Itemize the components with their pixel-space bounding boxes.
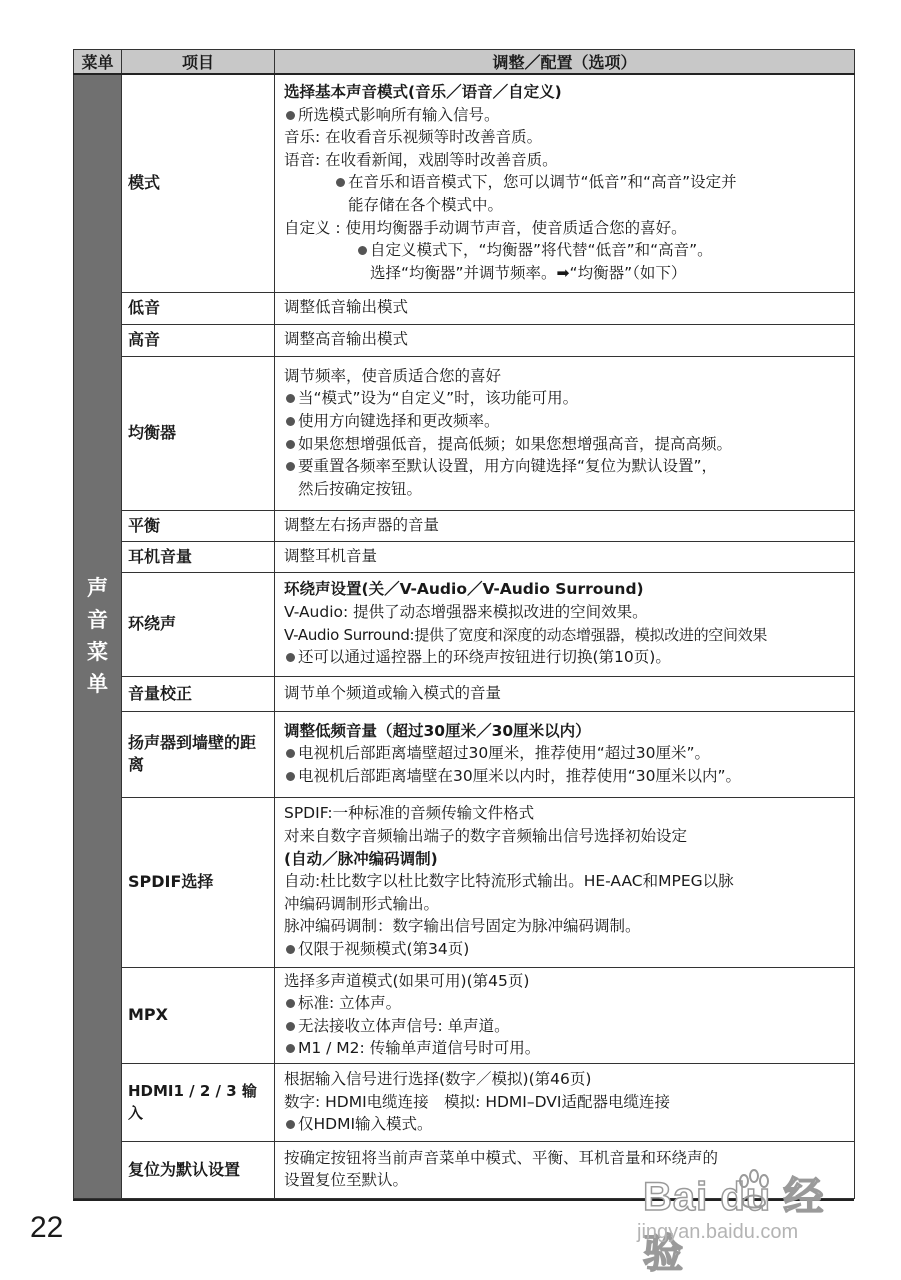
table-row (74, 572, 855, 676)
item-mode: 模式 (122, 74, 275, 292)
table-row (74, 676, 855, 711)
sound-menu-label: 声 音 菜 单 (74, 74, 122, 1198)
desc-treble: 调整高音输出模式 (275, 324, 855, 356)
desc-mpx: 选择多声道模式(如果可用)(第45页) 标准: 立体声。 无法接收立体声信号: 单声道。 M1 / M2: 传输单声道信号时可用。 (275, 967, 855, 1063)
desc-bass: 调整低音输出模式 (275, 292, 855, 324)
header-item: 项目 (122, 50, 275, 75)
table-row (74, 797, 855, 967)
desc-hdmi-input: 根据输入信号进行选择(数字／模拟)(第46页) 数字: HDMI电缆连接 模拟: HDMI–DVI适配器电缆连接 仅HDMI输入模式。 (275, 1063, 855, 1141)
table-row (74, 74, 855, 292)
baidu-watermark (615, 1163, 865, 1276)
table-row (74, 1063, 855, 1141)
table-row (74, 356, 855, 510)
desc-volume-correction: 调节单个频道或输入模式的音量 (275, 676, 855, 711)
desc-speaker-wall-distance: 调整低频音量（超过30厘米／30厘米以内） 电视机后部距离墙壁超过30厘米，推荐使用“超过30厘米”。 电视机后部距离墙壁在30厘米以内时，推荐使用“30厘米以内”。 (275, 711, 855, 797)
table-row (74, 541, 855, 572)
sound-menu-table (73, 49, 855, 1199)
header-menu: 菜单 (74, 50, 122, 75)
desc-equalizer: 调节频率，使音质适合您的喜好 当“模式”设为“自定义”时，该功能可用。 使用方向键选择和更改频率。 如果您想增强低音，提高低频；如果您想增强高音，提高高频。 要重置各频率至默认设置，用方向键选择“复位为默认设置”， 然后按确定按钮。 (275, 356, 855, 510)
item-speaker-wall-distance: 扬声器到墙壁的距离 (122, 711, 275, 797)
item-hdmi-input: HDMI1 / 2 / 3 输入 (122, 1063, 275, 1141)
desc-surround: 环绕声设置(关／V-Audio／V-Audio Surround) V-Audio: 提供了动态增强器来模拟改进的空间效果。 V-Audio Surround:提供了宽度和深度的动态增强器，模拟改进的空间效果 还可以通过遥控器上的环绕声按钮进行切换(第10页)。 (275, 572, 855, 676)
watermark-brand: Bai du 经验 (643, 1175, 825, 1276)
table-header-row (74, 50, 855, 75)
watermark-url: jingyan.baidu.com (637, 1221, 799, 1243)
table-row (74, 967, 855, 1063)
item-balance: 平衡 (122, 510, 275, 541)
desc-mode: 选择基本声音模式(音乐／语音／自定义) 所选模式影响所有输入信号。 音乐: 在收看音乐视频等时改善音质。 语音: 在收看新闻，戏剧等时改善音质。 在音乐和语音模式下，您可以调节“低音”和“高音”设定并 能存储在各个模式中。 自定义 : 使用均衡器手动调节声音，使音质适合您的喜好。 自定义模式下，“均衡器”将代替“低音”和“高音”。 选择“均衡器”并调节频率。➡“均衡器”（如下） (275, 74, 855, 292)
table-row (74, 324, 855, 356)
table-row (74, 292, 855, 324)
desc-balance: 调整左右扬声器的音量 (275, 510, 855, 541)
item-equalizer: 均衡器 (122, 356, 275, 510)
item-bass: 低音 (122, 292, 275, 324)
item-reset-defaults: 复位为默认设置 (122, 1141, 275, 1198)
desc-reset-defaults: 按确定按钮将当前声音菜单中模式、平衡、耳机音量和环绕声的 设置复位至默认。 (275, 1141, 855, 1198)
item-treble: 高音 (122, 324, 275, 356)
item-headphone-volume: 耳机音量 (122, 541, 275, 572)
page-number: 22 (30, 1211, 64, 1244)
item-volume-correction: 音量校正 (122, 676, 275, 711)
desc-spdif: SPDIF:一种标准的音频传输文件格式 对来自数字音频输出端子的数字音频输出信号选择初始设定 (自动／脉冲编码调制) 自动:杜比数字以杜比数字比特流形式输出。HE-AAC和MPEG以脉 冲编码调制形式输出。 脉冲编码调制：数字输出信号固定为脉冲编码调制。 仅限于视频模式(第34页) (275, 797, 855, 967)
item-mpx: MPX (122, 967, 275, 1063)
table-row (74, 711, 855, 797)
item-spdif: SPDIF选择 (122, 797, 275, 967)
table-row (74, 510, 855, 541)
item-surround: 环绕声 (122, 572, 275, 676)
header-setting: 调整／配置（选项） (275, 50, 855, 75)
desc-headphone-volume: 调整耳机音量 (275, 541, 855, 572)
paw-icon (735, 1169, 773, 1211)
